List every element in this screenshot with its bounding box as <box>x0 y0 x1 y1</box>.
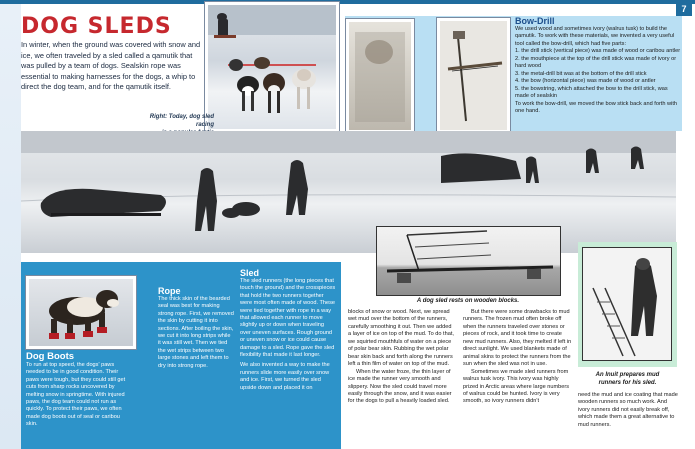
bow-drill-photo-left <box>346 19 414 133</box>
top-rule <box>0 0 695 4</box>
rope-text: The thick skin of the bearded seal was best for making strong rope. First, we removed the skin by cutting it into sections. After boiling the skin, we cut it into long strips while it was still wet. Then we tied the wet strips between two large stones and left them to dry into strong rope. <box>158 296 234 369</box>
column-4-text: But there were some drawbacks to mud runners. The frozen mud often broke off when the runners traveled over stones or pieces of rock, and it took time to create new mud runners. Also, they melted if left in direct sunlight. We used blankets made of animal skins to protect the runners from the sun when the sled was not in use. <box>463 309 572 368</box>
bow-drill-intro: We used wood and sometimes ivory (walrus tusk) to build the qamutik. To work with these materials, we invented a very useful tool called the bow-drill, which had five parts: <box>515 26 675 47</box>
sled-on-blocks-photo <box>376 226 561 296</box>
page-number-right: 7 <box>676 2 692 16</box>
bow-drill-heading: Bow-Drill <box>515 16 555 26</box>
sled-section <box>240 268 336 392</box>
column-5 <box>578 392 678 429</box>
sled-photo-caption: A dog sled rests on wooden blocks. <box>416 298 520 304</box>
bow-drill-item-2: 2. the mouthpiece at the top of the drill stick was made of ivory or hard wood <box>515 55 677 70</box>
dog-racing-photo <box>205 2 339 132</box>
inuit-photo-caption <box>578 371 677 387</box>
bow-drill-item-3: 3. the metal-drill bit was at the bottom of the drill stick <box>515 70 647 77</box>
sled-heading: Sled <box>240 268 260 278</box>
intro-paragraph: In winter, when the ground was covered with snow and ice, we often traveled by a sled called a qamutik that was pulled by a team of dogs. Sealskin rope was essential to making harnesses for the dogs, a whip to direct the dog team, and for the qamutik itself. <box>21 40 201 92</box>
sled-text-2: We also invented a way to make the runners slide more easily over snow and ice. First, we turned the sled upside down and placed it on <box>240 362 330 391</box>
rope-section <box>158 286 234 370</box>
column-3 <box>348 309 456 406</box>
column-4 <box>463 309 573 406</box>
column-4-text-2: Sometimes we made sled runners from walrus tusk ivory. This ivory was highly prized in Arctic areas where large numbers of walrus could be hunted. Ivory is very smooth, so ivory runners didn't <box>463 368 570 405</box>
dog-boots-text: To run at top speed, the dogs' paws needed to be in good condition. Their paws were tough, but they could still get cuts from sharp rocks uncovered by melting snow in springtime. With injured paws, the dog team could not run as quickly. To protect their paws, we often made dog boots out of seal or caribou skin. <box>26 362 126 428</box>
column-3-text-2: When the water froze, the thin layer of ice made the runner very smooth and slippery. Now the sled could travel more easily through the snow, and it was easier for the dogs to pull a heavily loaded sled. <box>348 368 452 405</box>
rope-heading: Rope <box>158 286 181 296</box>
column-5-text: need the mud and ice coating that made wooden runners so much work. And ivory runners did not easily break off, which made them a great alternative to mud runners. <box>578 392 678 428</box>
dog-boots-photo <box>26 276 136 349</box>
dog-boots-heading: Dog Boots <box>26 351 75 362</box>
column-3-text: blocks of snow or wood. Next, we spread wet mud over the bottom of the runners, carefully smoothing it out. Then we added a layer of ice on top of the mud. To do that, we squirted mouthfuls of water on a piece of polar bear skin. Rubbing the wet polar bear skin back and forth along the runners left a thin film of water on top of the mud. <box>348 309 454 368</box>
caption-line-1: Right: Today, dog sled racing <box>149 114 214 128</box>
inuit-caption-line-1: An Inuit prepares mud <box>595 372 660 378</box>
left-margin-band <box>0 0 21 449</box>
inuit-runners-photo <box>582 247 672 361</box>
bow-drill-outro: To work the bow-drill, we moved the bow stick back and forth with one hand. <box>515 100 677 114</box>
bow-drill-item-1: 1. the drill stick (vertical piece) was made of wood or caribou antler <box>515 48 681 55</box>
page-title: DOG SLEDS <box>21 14 172 39</box>
bow-drill-photo <box>437 18 510 133</box>
inuit-caption-line-2: runners for his sled. <box>598 380 657 386</box>
bow-drill-item-4: 4. the bow (horizontal piece) was made of wood or antler <box>515 78 656 85</box>
dog-boots-section <box>26 351 130 429</box>
bow-drill-text <box>515 16 681 115</box>
traditional-sleds-photo <box>21 131 676 253</box>
sled-text: The sled runners (the long pieces that touch the ground) and the crosspieces that hold the two runners together were most often made of wood. These were tied together with rope in a way that allowed each runner to move slightly up or down when traveling over uneven surfaces. Rough ground or uneven snow or ice could cause damage to a sled. Rope gave the sled flexibility that made it last longer. <box>240 278 336 359</box>
bow-drill-item-5: 5. the bowstring, which attached the bow to the drill stick, was made of sealskin <box>515 85 668 100</box>
